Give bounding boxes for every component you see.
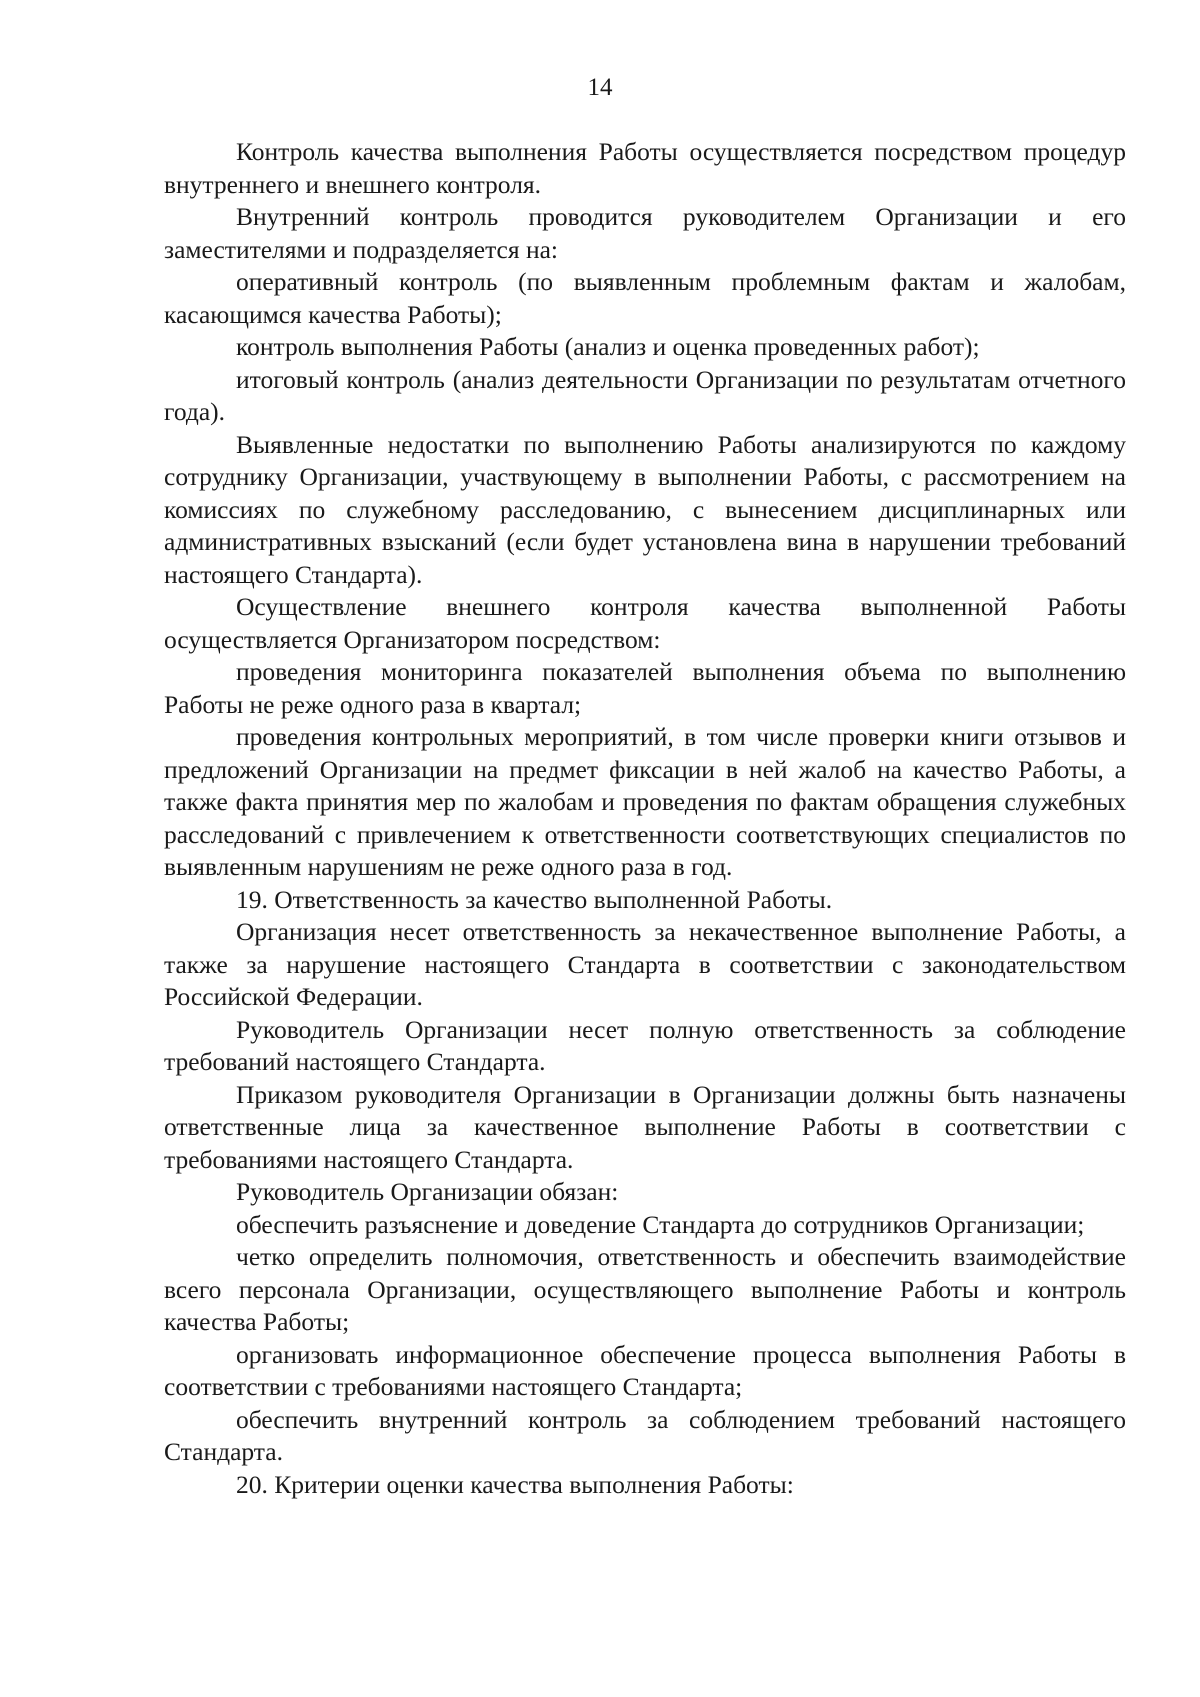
paragraph: обеспечить разъяснение и доведение Стандарта до сотрудников Организации;: [236, 1209, 1085, 1239]
paragraph: организовать информационное обеспечение процесса выполнения Работы в соответствии с требованиями настоящего Стандарта;: [164, 1339, 1126, 1401]
paragraph: Приказом руководителя Организации в Организации должны быть назначены ответственные лица за качественное выполнение Работы в соответствии с требованиями настоящего Стандарта.: [164, 1079, 1126, 1174]
paragraph: Выявленные недостатки по выполнению Работы анализируются по каждому сотруднику Организации, участвующему в выполнении Работы, с рассмотрением на комиссиях по служебному расследованию, с вынесением дисциплинарных или административных взысканий (если будет установлена вина в нарушении требований настоящего Стандарта).: [164, 429, 1126, 589]
section-heading: 19. Ответственность за качество выполненной Работы.: [236, 884, 833, 914]
paragraph: оперативный контроль (по выявленным проблемным фактам и жалобам, касающимся качества Работы);: [164, 267, 1126, 329]
paragraph: Организация несет ответственность за некачественное выполнение Работы, а также за нарушение настоящего Стандарта в соответствии с законодательством Российской Федерации.: [164, 917, 1126, 1011]
paragraph: Руководитель Организации несет полную ответственность за соблюдение требований настоящего Стандарта.: [164, 1014, 1126, 1076]
paragraph: контроль выполнения Работы (анализ и оценка проведенных работ);: [236, 332, 980, 361]
paragraph: Осуществление внешнего контроля качества выполненной Работы осуществляется Организатором посредством:: [164, 592, 1126, 654]
paragraph: итоговый контроль (анализ деятельности Организации по результатам отчетного года).: [164, 364, 1126, 426]
paragraph: проведения контрольных мероприятий, в том числе проверки книги отзывов и предложений Организации на предмет фиксации в ней жалоб на качество Работы, а также факта принятия мер по жалобам и проведения по фактам обращения служебных расследований с привлечением к ответственности соответствующих специалистов по выявленным нарушениям не реже одного раза в год.: [164, 722, 1126, 881]
paragraph: четко определить полномочия, ответственность и обеспечить взаимодействие всего персонала Организации, осуществляющего выполнение Работы и контроль качества Работы;: [164, 1242, 1126, 1336]
paragraph: Контроль качества выполнения Работы осуществляется посредством процедур внутреннего и внешнего контроля.: [164, 137, 1126, 199]
paragraph: обеспечить внутренний контроль за соблюдением требований настоящего Стандарта.: [164, 1404, 1126, 1466]
paragraph: проведения мониторинга показателей выполнения объема по выполнению Работы не реже одного раза в квартал;: [164, 657, 1126, 719]
paragraph: Внутренний контроль проводится руководителем Организации и его заместителями и подразделяется на:: [164, 202, 1126, 264]
page-number: 14: [587, 74, 613, 101]
paragraph: Руководитель Организации обязан:: [236, 1177, 619, 1206]
body-text: [164, 136, 1126, 1501]
section-heading: 20. Критерии оценки качества выполнения Работы:: [236, 1469, 794, 1499]
